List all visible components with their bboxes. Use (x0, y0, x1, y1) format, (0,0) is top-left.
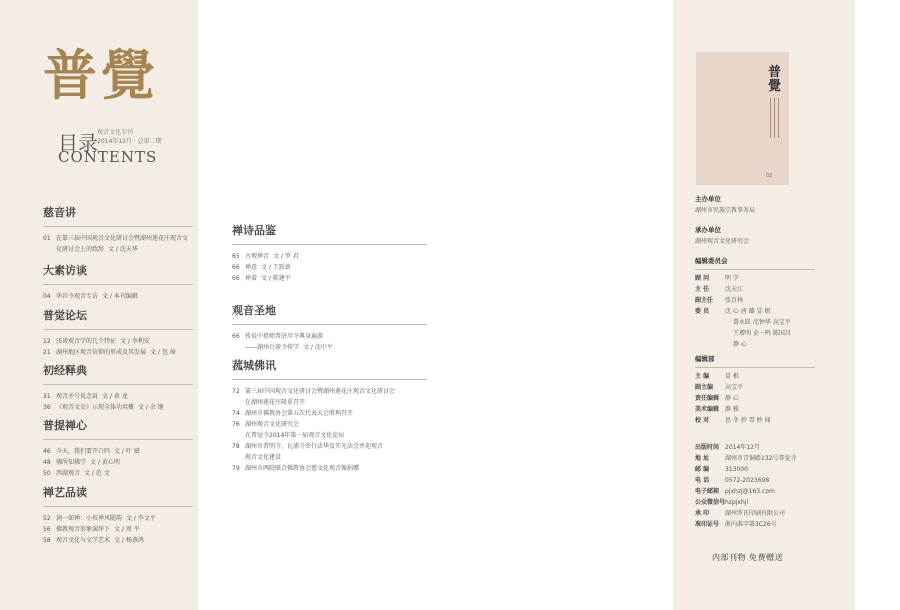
divider (695, 367, 815, 368)
info-value: 湖州罗氏印刷有限公司 (725, 510, 786, 517)
toc-section (232, 222, 427, 284)
board-member-line: 曾永跃 沈钟华 高宝平 (733, 319, 791, 326)
info-row (695, 393, 850, 404)
info-key: 出版时间 (695, 444, 720, 451)
toc-section (43, 307, 193, 358)
entry-title: 在普觉寺2014年第一届观音文化论坛 (245, 432, 345, 439)
info-row (695, 519, 850, 530)
section-title: 观音圣地 (232, 304, 276, 317)
board-more (695, 317, 850, 350)
toc-section (43, 417, 193, 479)
page-number: 79 (232, 465, 240, 472)
divider (695, 269, 815, 270)
toc-title-en: CONTENTS (58, 148, 158, 166)
toc-section (43, 204, 193, 255)
board-member-line: 王增明 金一鸣 陈国昌 (733, 330, 791, 337)
entry-author: 文 / 杨燕鸿 (114, 537, 144, 544)
section-divider (43, 284, 193, 285)
section-title: 普觉论坛 (43, 309, 87, 322)
section-divider (43, 384, 193, 385)
toc-entry (232, 430, 427, 441)
entry-author: 文 / 沈中平 (303, 344, 333, 351)
toc-entry (232, 452, 427, 463)
info-key: 主 任 (695, 286, 710, 293)
brand-title: 普覺 (43, 43, 159, 107)
info-value: hzpjxhjl (725, 499, 749, 506)
entry-title: 湖州市两院联合佛教协会慈文化观音像捐赠 (245, 465, 360, 472)
entry-author: 文 / 王跃新 (261, 264, 291, 271)
entry-author: 文 / 李利安 (120, 338, 150, 345)
toc-entry (232, 262, 427, 273)
entry-title: 在第三届中国观音文化研讨会暨湖州莲花庄观音文 (56, 235, 189, 242)
entry-author: 文 / 罗 君 (273, 253, 299, 260)
toc-entry (43, 347, 193, 358)
info-row (695, 273, 850, 284)
info-key: 校 对 (695, 417, 710, 424)
sponsor-value: 湖州市民族宗教事务局 (695, 207, 756, 214)
entry-title: 湖州地区观音信仰的形成及其发展 (56, 349, 147, 356)
entry-title: ——湖州白雀寺传学 (245, 344, 300, 351)
board-block (695, 256, 850, 350)
toc-entry (43, 291, 193, 302)
toc-section (43, 262, 193, 302)
info-row (695, 497, 850, 508)
entry-title: 湖州观音文化研究会 (245, 421, 300, 428)
right-margin (855, 0, 900, 610)
info-value: 沈天江 (725, 286, 744, 293)
entry-title: 佛教观音形象演绎下 (56, 526, 111, 533)
entry-author: 文 / 范 文 (84, 470, 110, 477)
toc-entry (232, 251, 427, 262)
entry-title: 华岩寺观音专访 (56, 293, 99, 300)
info-value: 明 学 (725, 275, 739, 282)
cover-title: 普覺 (768, 65, 782, 94)
info-value: 冒 根 (725, 373, 739, 380)
page-number: 66 (232, 275, 240, 282)
info-value: 2014年12月 (725, 444, 760, 451)
info-key: 电 话 (695, 477, 710, 484)
entry-author: 文 / 余 继 (138, 404, 164, 411)
section-title: 慈音讲 (43, 206, 76, 219)
toc-entry (232, 386, 427, 397)
entry-title: 禅着 (245, 275, 258, 282)
dept-list (695, 371, 850, 426)
page-number: 66 (232, 264, 240, 271)
entry-author: 文 / 包 璋 (150, 349, 176, 356)
toc-entry (43, 391, 193, 402)
toc-entry (43, 457, 193, 468)
info-key: 准印证号 (695, 521, 720, 528)
meta-block (695, 442, 850, 530)
sponsor-label: 主办单位 (695, 195, 721, 203)
entry-title: 今天，我们要开口吗 (56, 448, 111, 455)
co-block (695, 225, 850, 247)
page-number: 65 (232, 253, 240, 260)
toc-subtitle-line: 观音文化专刊 (97, 129, 134, 136)
entry-author: 文 / 本刊编辑 (102, 293, 138, 300)
section-title: 菰城佛讯 (232, 359, 276, 372)
cover-thumbnail (696, 52, 789, 185)
info-value: 湖州市青铜路132号普觉寺 (725, 455, 797, 462)
toc-title-cn: 目录 (58, 131, 98, 155)
entry-title: 佛所知佛学 (56, 459, 87, 466)
entry-title: 西湖观音 (56, 470, 81, 477)
toc-entry (43, 513, 193, 524)
section-divider (232, 244, 427, 245)
section-divider (43, 506, 193, 507)
sponsor-block (695, 194, 850, 216)
toc-issue-line: 2014年12月 · 总第二期 (97, 138, 162, 145)
toc-entry (232, 441, 427, 452)
meta-list (695, 442, 850, 530)
entry-title: 观音文化建设 (245, 454, 282, 461)
page-number: 50 (43, 470, 51, 477)
info-row (695, 442, 850, 453)
page-number: 72 (232, 388, 240, 395)
entry-author: 文 / 沈天华 (108, 246, 138, 253)
page-number: 12 (43, 338, 51, 345)
toc-section (43, 362, 193, 413)
page-number: 01 (43, 235, 51, 242)
toc-entry (43, 535, 193, 546)
entry-title: 禅意 (245, 264, 258, 271)
entry-title: 《观音文史》示现全体功用概 (56, 404, 135, 411)
dept-block (695, 354, 850, 426)
info-row (695, 295, 850, 306)
section-title: 大素访谈 (43, 264, 87, 277)
info-key: 承 印 (695, 510, 710, 517)
toc-section (43, 484, 193, 546)
entry-author: 文 / 黄 龙 (102, 393, 128, 400)
page-number: 36 (43, 404, 51, 411)
page-number: 46 (43, 448, 51, 455)
co-label: 承办单位 (695, 226, 721, 234)
page-number: 78 (232, 443, 240, 450)
toc-entry (232, 408, 427, 419)
toc-entry (43, 244, 193, 255)
section-title: 初经释典 (43, 364, 87, 377)
info-key: 责任编辑 (695, 395, 720, 402)
page-number: 52 (43, 515, 51, 522)
page-number: 58 (43, 537, 51, 544)
toc-entry (43, 446, 193, 457)
toc-entry (43, 402, 193, 413)
entry-title: 化研讨会上的致辞 (56, 246, 105, 253)
info-value: 静 雅 (725, 406, 739, 413)
entry-title: 第三届中国观音文化研讨会暨湖州莲花庄观音文化研讨会 (245, 388, 396, 395)
entry-title: 湖州市普明寺、瓦浦寺举行法华及开光法会并迎观音 (245, 443, 384, 450)
entry-title: 古观禅音 (245, 253, 270, 260)
page-number: 48 (43, 459, 51, 466)
info-key: 美术编辑 (695, 406, 720, 413)
page-number: 04 (43, 293, 51, 300)
info-value: 浙内准字第3C26号 (725, 521, 777, 528)
info-row (695, 453, 850, 464)
info-value: 沈 心 唐 璐 冒 根 (725, 308, 771, 315)
info-key: 副主任 (695, 297, 714, 304)
info-row (695, 475, 850, 486)
entry-title: 在湖州莲花庄隆重召开 (245, 399, 306, 406)
section-title: 普提禅心 (43, 419, 87, 432)
toc-entry (232, 342, 427, 353)
entry-author: 文 / 黄心明 (90, 459, 120, 466)
info-row (695, 371, 850, 382)
entry-title: 传说中祖师普济岸寺典身遍游 (245, 333, 324, 340)
info-row (695, 306, 850, 317)
page-number: 31 (43, 393, 51, 400)
page-number: 76 (232, 421, 240, 428)
section-divider (43, 439, 193, 440)
info-row (695, 404, 850, 415)
info-key: 邮 编 (695, 466, 710, 473)
section-divider (43, 226, 193, 227)
cover-line (770, 98, 771, 138)
entry-author: 文 / 周 平 (114, 526, 140, 533)
info-value: 张百林 (725, 297, 744, 304)
toc-entry (232, 331, 427, 342)
toc-entry (43, 336, 193, 347)
info-key: 副主编 (695, 384, 714, 391)
toc-entry (232, 463, 427, 474)
page-number: 66 (232, 333, 240, 340)
info-value: 静 心 (725, 395, 739, 402)
info-row (695, 284, 850, 295)
free-notice: 内部刊物 免费赠送 (712, 553, 784, 562)
page-number: 21 (43, 349, 51, 356)
board-label: 编辑委员会 (695, 257, 728, 265)
entry-title: 湖州市佛教协会第五次代表大会胜利召开 (245, 410, 354, 417)
entry-author: 文 / 李文平 (126, 515, 156, 522)
toc-entry (43, 233, 193, 244)
entry-title: 浅谈观音学的几个特征 (56, 338, 117, 345)
info-key: 主 编 (695, 373, 710, 380)
info-value: pjxhzj@163.com (725, 488, 775, 495)
toc-section (232, 357, 427, 474)
info-key: 委 员 (695, 308, 710, 315)
page-number: 56 (43, 526, 51, 533)
toc-section (232, 302, 427, 353)
co-value: 湖州观音文化研究会 (695, 238, 750, 245)
cover-line (774, 98, 775, 138)
toc-entry (232, 273, 427, 284)
section-divider (232, 324, 427, 325)
info-row (695, 486, 850, 497)
info-value: 思 冬 妙 雪 妙 闻 (725, 417, 771, 424)
info-value: 高宝平 (725, 384, 744, 391)
info-row (695, 382, 850, 393)
info-value: 313000 (725, 466, 748, 473)
cover-number: 02 (766, 173, 773, 179)
info-key: 顾 问 (695, 275, 710, 282)
toc-entry (43, 524, 193, 535)
toc-entry (43, 468, 193, 479)
board-member-line: 静 心 (733, 341, 747, 348)
board-list (695, 273, 850, 317)
info-key: 电子邮箱 (695, 488, 720, 495)
cover-line (778, 98, 779, 138)
toc-entry (232, 419, 427, 430)
info-value: 0572-2023698 (725, 477, 770, 484)
entry-title: 观音文化与文学艺术 (56, 537, 111, 544)
info-key: 地 址 (695, 455, 710, 462)
toc-subtitle (97, 128, 162, 146)
section-title: 禅艺品读 (43, 486, 87, 499)
dept-label: 编辑部 (695, 355, 715, 363)
toc-entry (232, 397, 427, 408)
info-row (695, 415, 850, 426)
entry-author: 文 / 叶 斌 (114, 448, 140, 455)
info-key: 公众微信号 (695, 499, 726, 506)
section-divider (43, 329, 193, 330)
section-title: 禅诗品鉴 (232, 224, 276, 237)
info-row (695, 464, 850, 475)
entry-title: 观音圣号说念说 (56, 393, 99, 400)
section-divider (232, 379, 427, 380)
entry-author: 文 / 陈建平 (261, 275, 291, 282)
page-number: 74 (232, 410, 240, 417)
entry-title: 润一如禅：小枝禅风随韵 (56, 515, 123, 522)
info-row (695, 508, 850, 519)
